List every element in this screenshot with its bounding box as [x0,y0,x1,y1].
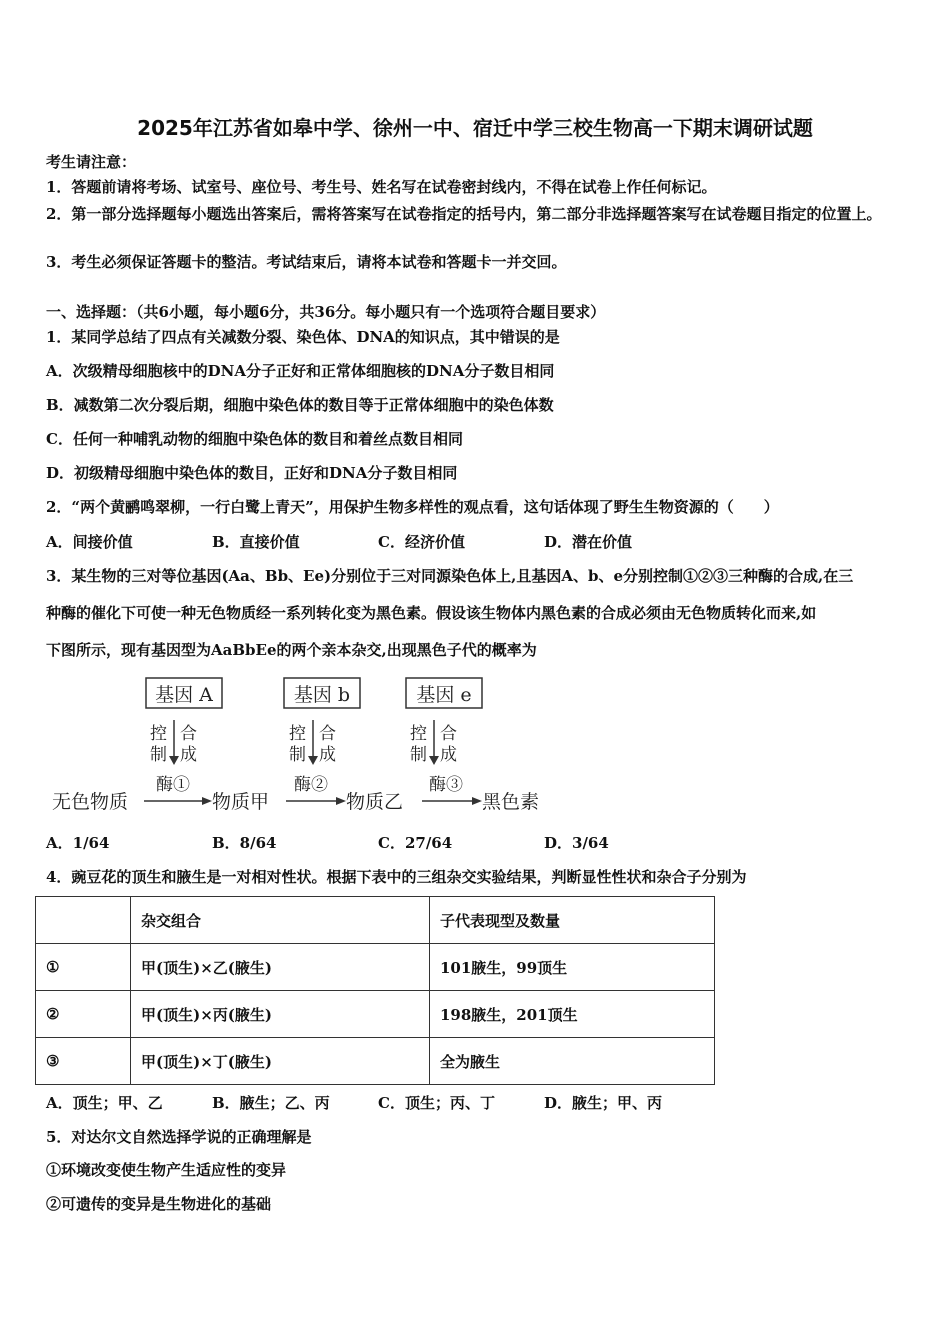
table-cell: 198腋生，201顶生 [430,991,715,1038]
q2-stem: 2．“两个黄鹂鸣翠柳，一行白鹭上青天”，用保护生物多样性的观点看，这句话体现了野生生物资源的（ ） [46,498,779,516]
q4-option-b: B．腋生；乙、丙 [212,1094,330,1112]
section-heading: 一、选择题：（共6小题，每小题6分，共36分。每小题只有一个选项符合题目要求） [46,303,606,321]
q4-option-d: D．腋生；甲、丙 [544,1094,663,1112]
svg-text:合: 合 [319,724,336,744]
q4-option-c: C．顶生；丙、丁 [378,1094,495,1112]
substance-jia: 物质甲 [212,791,270,813]
reaction-arrow-1 [144,775,212,805]
q1-option-a: A．次级精母细胞核中的DNA分子正好和正常体细胞核的DNA分子数目相同 [46,362,555,380]
q3-option-c: C．27/64 [378,834,453,852]
substance-colorless: 无色物质 [52,791,129,813]
svg-text:制: 制 [289,745,306,765]
table-cell: 101腋生，99顶生 [430,944,715,991]
q5-stem: 5．对达尔文自然选择学说的正确理解是 [46,1128,312,1146]
gene-a-label: 基因 A [155,684,213,706]
q3-stem-line-2: 种酶的催化下可使一种无色物质经一系列转化变为黑色素。假设该生物体内黑色素的合成必须由无色物质转化而来,如 [46,604,817,622]
q1-option-b: B．减数第二次分裂后期，细胞中染色体的数目等于正常体细胞中的染色体数 [46,396,554,414]
table-cell: ① [36,944,131,991]
svg-text:控: 控 [410,724,427,744]
notice-heading: 考生请注意： [46,153,137,171]
control-arrow-2 [289,720,336,765]
q3-option-b: B．8/64 [212,834,277,852]
q2-option-b: B．直接价值 [212,533,300,551]
svg-text:酶③: 酶③ [429,775,463,795]
table-header: 杂交组合 [131,897,430,944]
q4-options [46,1093,662,1113]
table-row [36,944,715,991]
q1-option-c: C．任何一种哺乳动物的细胞中染色体的数目和着丝点数目相同 [46,430,463,448]
reaction-arrow-2 [286,775,346,805]
control-arrow-3 [410,720,457,765]
cross-results-table [35,896,715,1085]
pathway-diagram [50,672,570,822]
svg-text:合: 合 [180,724,197,744]
q5-item-1: ①环境改变使生物产生适应性的变异 [46,1161,287,1179]
table-row [36,991,715,1038]
table-cell: 甲(顶生)×乙(腋生) [131,944,430,991]
q3-option-a: A．1/64 [46,834,110,852]
page-title: 2025年江苏省如皋中学、徐州一中、宿迁中学三校生物高一下期末调研试题 [137,116,813,140]
svg-text:制: 制 [150,745,167,765]
table-cell: ② [36,991,131,1038]
svg-text:酶①: 酶① [156,775,190,795]
substance-melanin: 黑色素 [482,791,540,813]
q4-option-a: A．顶生；甲、乙 [46,1094,163,1112]
svg-text:控: 控 [289,724,306,744]
gene-e-label: 基因 e [416,684,472,706]
notice-item-2: 2．第一部分选择题每小题选出答案后，需将答案写在试卷指定的括号内，第二部分非选择题答案写在试卷题目指定的位置上。 [46,205,882,223]
control-arrow-1 [150,720,197,765]
q1-option-d: D．初级精母细胞中染色体的数目，正好和DNA分子数目相同 [46,464,458,482]
notice-item-1: 1．答题前请将考场、试室号、座位号、考生号、姓名写在试卷密封线内，不得在试卷上作任何标记。 [46,178,717,196]
svg-text:成: 成 [180,745,197,765]
q5-item-2: ②可遗传的变异是生物进化的基础 [46,1195,272,1213]
q3-stem-line-3: 下图所示，现有基因型为AaBbEe的两个亲本杂交,出现黑色子代的概率为 [46,641,537,659]
table-row [36,1038,715,1085]
table-cell: 甲(顶生)×丁(腋生) [131,1038,430,1085]
table-cell: 甲(顶生)×丙(腋生) [131,991,430,1038]
svg-text:成: 成 [440,745,457,765]
gene-b-label: 基因 b [293,684,351,706]
q2-option-d: D．潜在价值 [544,533,633,551]
svg-text:控: 控 [150,724,167,744]
q3-stem-line-1: 3．某生物的三对等位基因(Aa、Bb、Ee)分别位于三对同源染色体上,且基因A、b、e分别控制①②③三种酶的合成,在三 [46,567,854,585]
table-cell: 全为腋生 [430,1038,715,1085]
q2-options [46,532,632,552]
table-header-row [36,897,715,944]
svg-text:制: 制 [410,745,427,765]
q4-stem: 4．豌豆花的顶生和腋生是一对相对性状。根据下表中的三组杂交实验结果，判断显性性状和杂合子分别为 [46,868,747,886]
svg-text:合: 合 [440,724,457,744]
svg-text:酶②: 酶② [294,775,328,795]
q3-option-d: D．3/64 [544,834,609,852]
svg-text:成: 成 [319,745,336,765]
table-cell: ③ [36,1038,131,1085]
notice-item-3: 3．考生必须保证答题卡的整洁。考试结束后，请将本试卷和答题卡一并交回。 [46,253,567,271]
q3-options [46,833,609,853]
table-header [36,897,131,944]
q2-option-a: A．间接价值 [46,533,133,551]
reaction-arrow-3 [422,775,482,805]
q1-stem: 1．某同学总结了四点有关减数分裂、染色体、DNA的知识点，其中错误的是 [46,328,560,346]
table-header: 子代表现型及数量 [430,897,715,944]
q2-option-c: C．经济价值 [378,533,465,551]
substance-yi: 物质乙 [346,791,404,813]
